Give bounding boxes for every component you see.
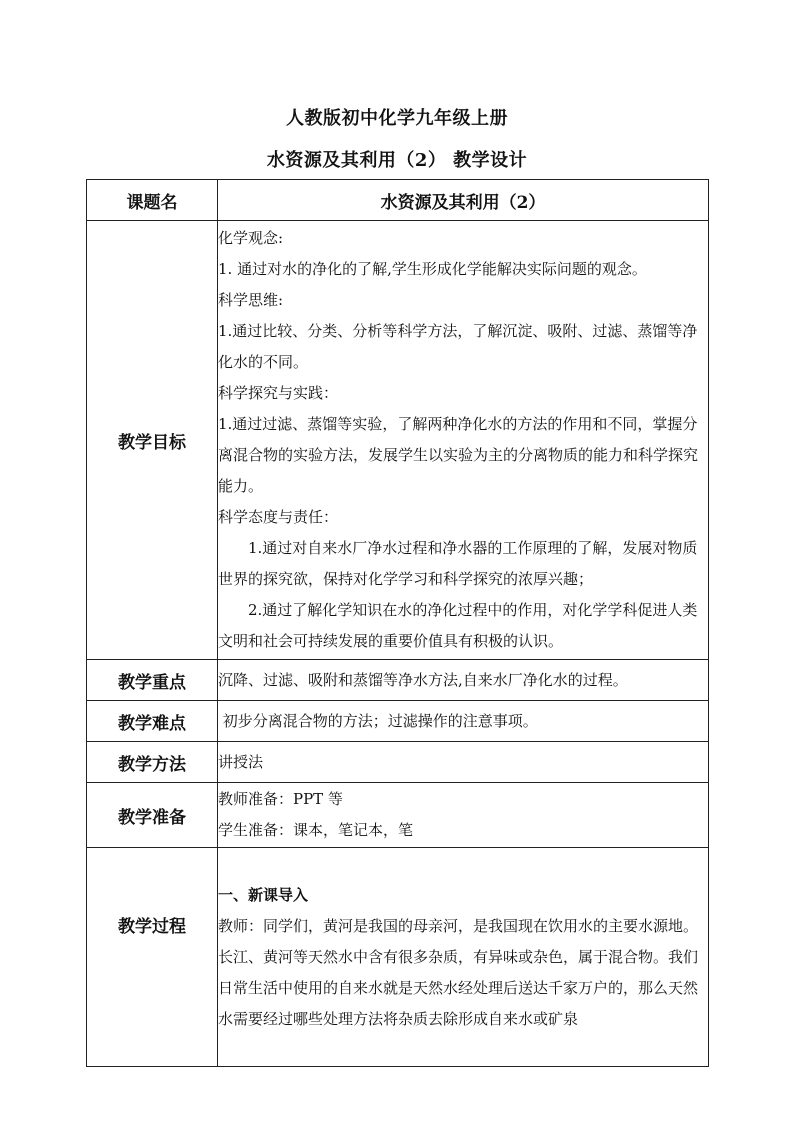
method-label: 教学方法	[87, 742, 218, 783]
key-points-value: 沉降、过滤、吸附和蒸馏等净水方法,自来水厂净化水的过程。	[218, 660, 709, 701]
method-value: 讲授法	[218, 742, 709, 783]
lesson-plan-table	[86, 179, 709, 1067]
topic-label: 课题名	[87, 180, 218, 221]
goal-heading-attitude-responsibility: 科学态度与责任：	[218, 508, 339, 526]
preparation-row	[87, 783, 709, 848]
key-points-row	[87, 660, 709, 701]
difficulties-row	[87, 701, 709, 742]
process-text: 教师：同学们，黄河是我国的母亲河，是我国现在饮用水的主要水源地。长江、黄河等天然水中含有很多杂质，有异味或杂色，属于混合物。我们日常生活中使用的自来水就是天然水经处理后送达千家万户的，那么天然水需要经过哪些处理方法将杂质去除形成自来水或矿泉	[218, 916, 699, 1028]
difficulties-label: 教学难点	[87, 701, 218, 742]
goals-content	[218, 221, 709, 660]
topic-row	[87, 180, 709, 221]
process-section-title: 一、新课导入	[218, 885, 309, 904]
process-label: 教学过程	[87, 848, 218, 1067]
document-title: 人教版初中化学九年级上册	[286, 108, 508, 129]
goals-label: 教学目标	[87, 221, 218, 660]
goal-heading-inquiry-practice: 科学探究与实践：	[218, 384, 339, 402]
goal-item: 1. 通过对水的净化的了解,学生形成化学能解决实际问题的观念。	[218, 260, 647, 278]
process-row	[87, 848, 709, 1067]
process-content	[218, 848, 709, 1067]
difficulties-value: 初步分离混合物的方法；过滤操作的注意事项。	[218, 701, 709, 742]
goal-item: 1.通过过滤、蒸馏等实验，了解两种净化水的方法的作用和不同，掌握分离混合物的实验方法，发展学生以实验为主的分离物质的能力和科学探究能力。	[218, 415, 699, 495]
preparation-content	[218, 783, 709, 848]
document-subtitle: 水资源及其利用（2） 教学设计	[266, 150, 528, 171]
goal-item: 1.通过比较、分类、分析等科学方法，了解沉淀、吸附、过滤、蒸馏等净化水的不同。	[218, 322, 698, 371]
goal-item: 2.通过了解化学知识在水的净化过程中的作用，对化学学科促进人类文明和社会可持续发展的重要价值具有积极的认识。	[218, 601, 698, 650]
goals-row	[87, 221, 709, 660]
method-row	[87, 742, 709, 783]
goal-heading-scientific-thinking: 科学思维:	[218, 291, 284, 309]
goal-item: 1.通过对自来水厂净水过程和净水器的工作原理的了解，发展对物质世界的探究欲，保持对化学学习和科学探究的浓厚兴趣；	[218, 539, 698, 588]
key-points-label: 教学重点	[87, 660, 218, 701]
topic-value: 水资源及其利用（2）	[218, 180, 709, 221]
goal-heading-chemistry-concept: 化学观念:	[218, 229, 284, 247]
preparation-label: 教学准备	[87, 783, 218, 848]
teacher-preparation: 教师准备：PPT 等	[218, 790, 343, 808]
student-preparation: 学生准备：课本，笔记本，笔	[218, 821, 414, 839]
